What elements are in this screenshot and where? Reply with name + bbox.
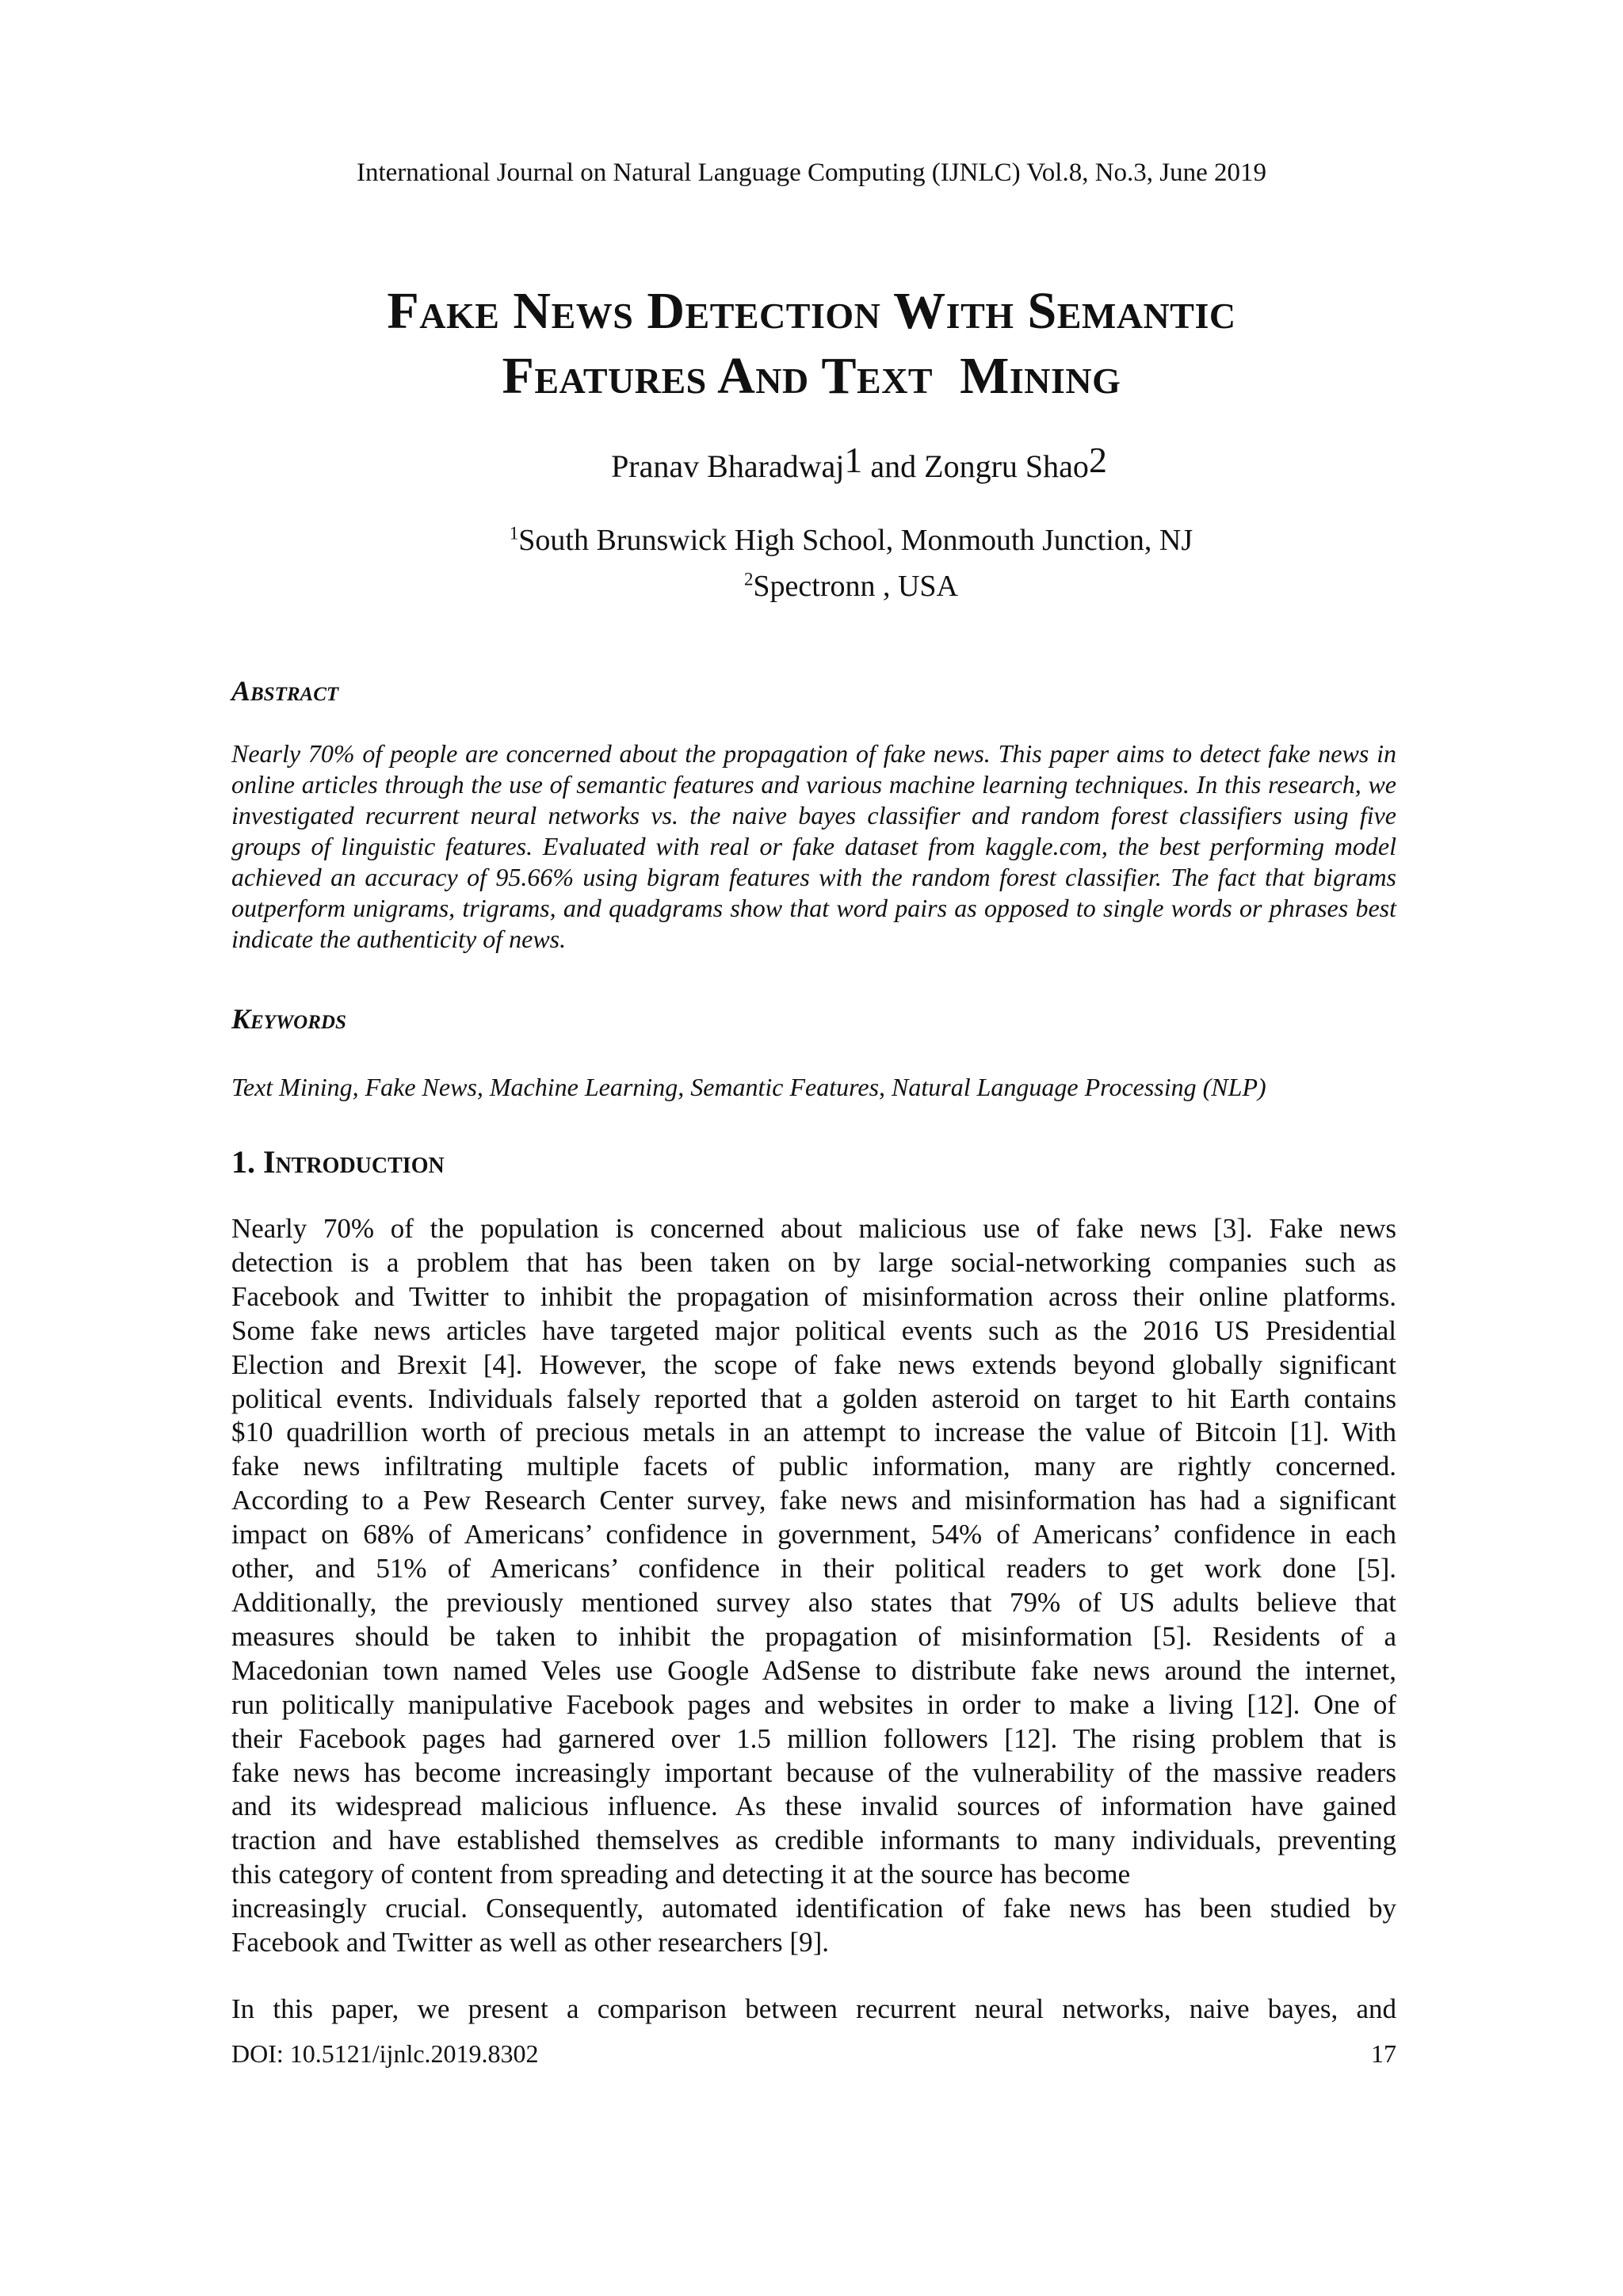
intro-line: According to a Pew Research Center survey, fake news and misinformation has had a significant xyxy=(231,1485,1396,1516)
author-2-affiliation-mark: 2 xyxy=(1088,440,1107,480)
author-1-affiliation-mark: 1 xyxy=(844,440,863,480)
paper-title xyxy=(158,279,1465,409)
footer-doi: DOI: 10.5121/ijnlc.2019.8302 xyxy=(231,2039,539,2068)
affiliation-2-mark: 2 xyxy=(743,569,754,589)
affiliation-1 xyxy=(0,521,1623,559)
intro-line: Additionally, the previously mentioned survey also states that 79% of US adults believe that xyxy=(231,1586,1396,1618)
introduction-heading: 1. Introduction xyxy=(231,1144,445,1180)
intro-line: and its widespread malicious influence. As these invalid sources of information have gained xyxy=(231,1791,1396,1822)
intro-line: Facebook and Twitter to inhibit the propagation of misinformation across their online platforms. xyxy=(231,1280,1396,1312)
intro-line: other, and 51% of Americans’ confidence in their political readers to get work done [5]. xyxy=(231,1553,1396,1585)
abstract-body: Nearly 70% of people are concerned about the propagation of fake news. This paper aims to detect fake news in online articles through the use of semantic features and various machine learning techniques. In this research, we investigated recurrent neural networks vs. the naive bayes classifier and random forest classifiers using five groups of linguistic features. Evaluated with real or fake dataset from kaggle.com, the best performing model achieved an accuracy of 95.66% using bigram features with the random forest classifier. The fact that bigrams outperform unigrams, trigrams, and quadgrams show that word pairs as opposed to single words or phrases best indicate the authenticity of news. xyxy=(231,739,1396,953)
intro-line: Some fake news articles have targeted major political events such as the 2016 US Presidential xyxy=(231,1314,1396,1346)
intro-line: Nearly 70% of the population is concerned about malicious use of fake news [3]. Fake news xyxy=(231,1213,1396,1244)
intro-line: detection is a problem that has been taken on by large social-networking companies such as xyxy=(231,1246,1396,1278)
intro-line: measures should be taken to inhibit the propagation of misinformation [5]. Residents of a xyxy=(231,1620,1396,1652)
affiliation-2 xyxy=(0,567,1623,605)
title-line-1: Fake News Detection With Semantic xyxy=(387,282,1236,340)
intro-line: Macedonian town named Veles use Google AdSense to distribute fake news around the internet, xyxy=(231,1654,1396,1686)
intro-line: run politically manipulative Facebook pages and websites in order to make a living [12]. One of xyxy=(231,1688,1396,1720)
abstract-heading: Abstract xyxy=(231,675,339,707)
author-1-name: Pranav Bharadwaj xyxy=(611,448,845,484)
author-conjunction: and xyxy=(862,448,925,484)
intro-line: this category of content from spreading and detecting it at the source has become xyxy=(231,1859,1131,1890)
author-line xyxy=(0,440,1623,487)
affiliation-2-text: Spectronn , USA xyxy=(753,570,958,603)
intro-line: $10 quadrillion worth of precious metals in an attempt to increase the value of Bitcoin [1]. With xyxy=(231,1417,1396,1448)
keywords-heading: Keywords xyxy=(231,1003,346,1035)
title-line-2: Features And Text Mining xyxy=(502,347,1121,405)
intro-line: fake news infiltrating multiple facets of public information, many are rightly concerned. xyxy=(231,1451,1396,1482)
intro-line: fake news has become increasingly important because of the vulnerability of the massive readers xyxy=(231,1756,1396,1788)
running-header: International Journal on Natural Language Computing (IJNLC) Vol.8, No.3, June 2019 xyxy=(356,158,1267,187)
introduction-paragraph-2-first-line: In this paper, we present a comparison between recurrent neural networks, naive bayes, and xyxy=(231,1993,1396,2024)
intro-line: Election and Brexit [4]. However, the scope of fake news extends beyond globally significant xyxy=(231,1348,1396,1380)
intro-line: increasingly crucial. Consequently, automated identification of fake news has been studied by xyxy=(231,1893,1396,1924)
introduction-paragraph xyxy=(231,1212,1396,1960)
intro-line: traction and have established themselves as credible informants to many individuals, preventing xyxy=(231,1825,1396,1856)
affiliation-1-text: South Brunswick High School, Monmouth Junction, NJ xyxy=(518,524,1193,557)
author-2-name: Zongru Shao xyxy=(924,448,1089,484)
intro-line: political events. Individuals falsely reported that a golden asteroid on target to hit Earth contains xyxy=(231,1383,1396,1414)
page-number: 17 xyxy=(1371,2039,1396,2068)
affiliation-1-mark: 1 xyxy=(509,523,519,543)
intro-line: their Facebook pages had garnered over 1.5 million followers [12]. The rising problem that is xyxy=(231,1722,1396,1754)
intro-line: Facebook and Twitter as well as other researchers [9]. xyxy=(231,1927,829,1958)
keywords-body: Text Mining, Fake News, Machine Learning, Semantic Features, Natural Language Processing (NLP) xyxy=(231,1073,1266,1101)
intro-line: impact on 68% of Americans’ confidence in government, 54% of Americans’ confidence in each xyxy=(231,1519,1396,1550)
